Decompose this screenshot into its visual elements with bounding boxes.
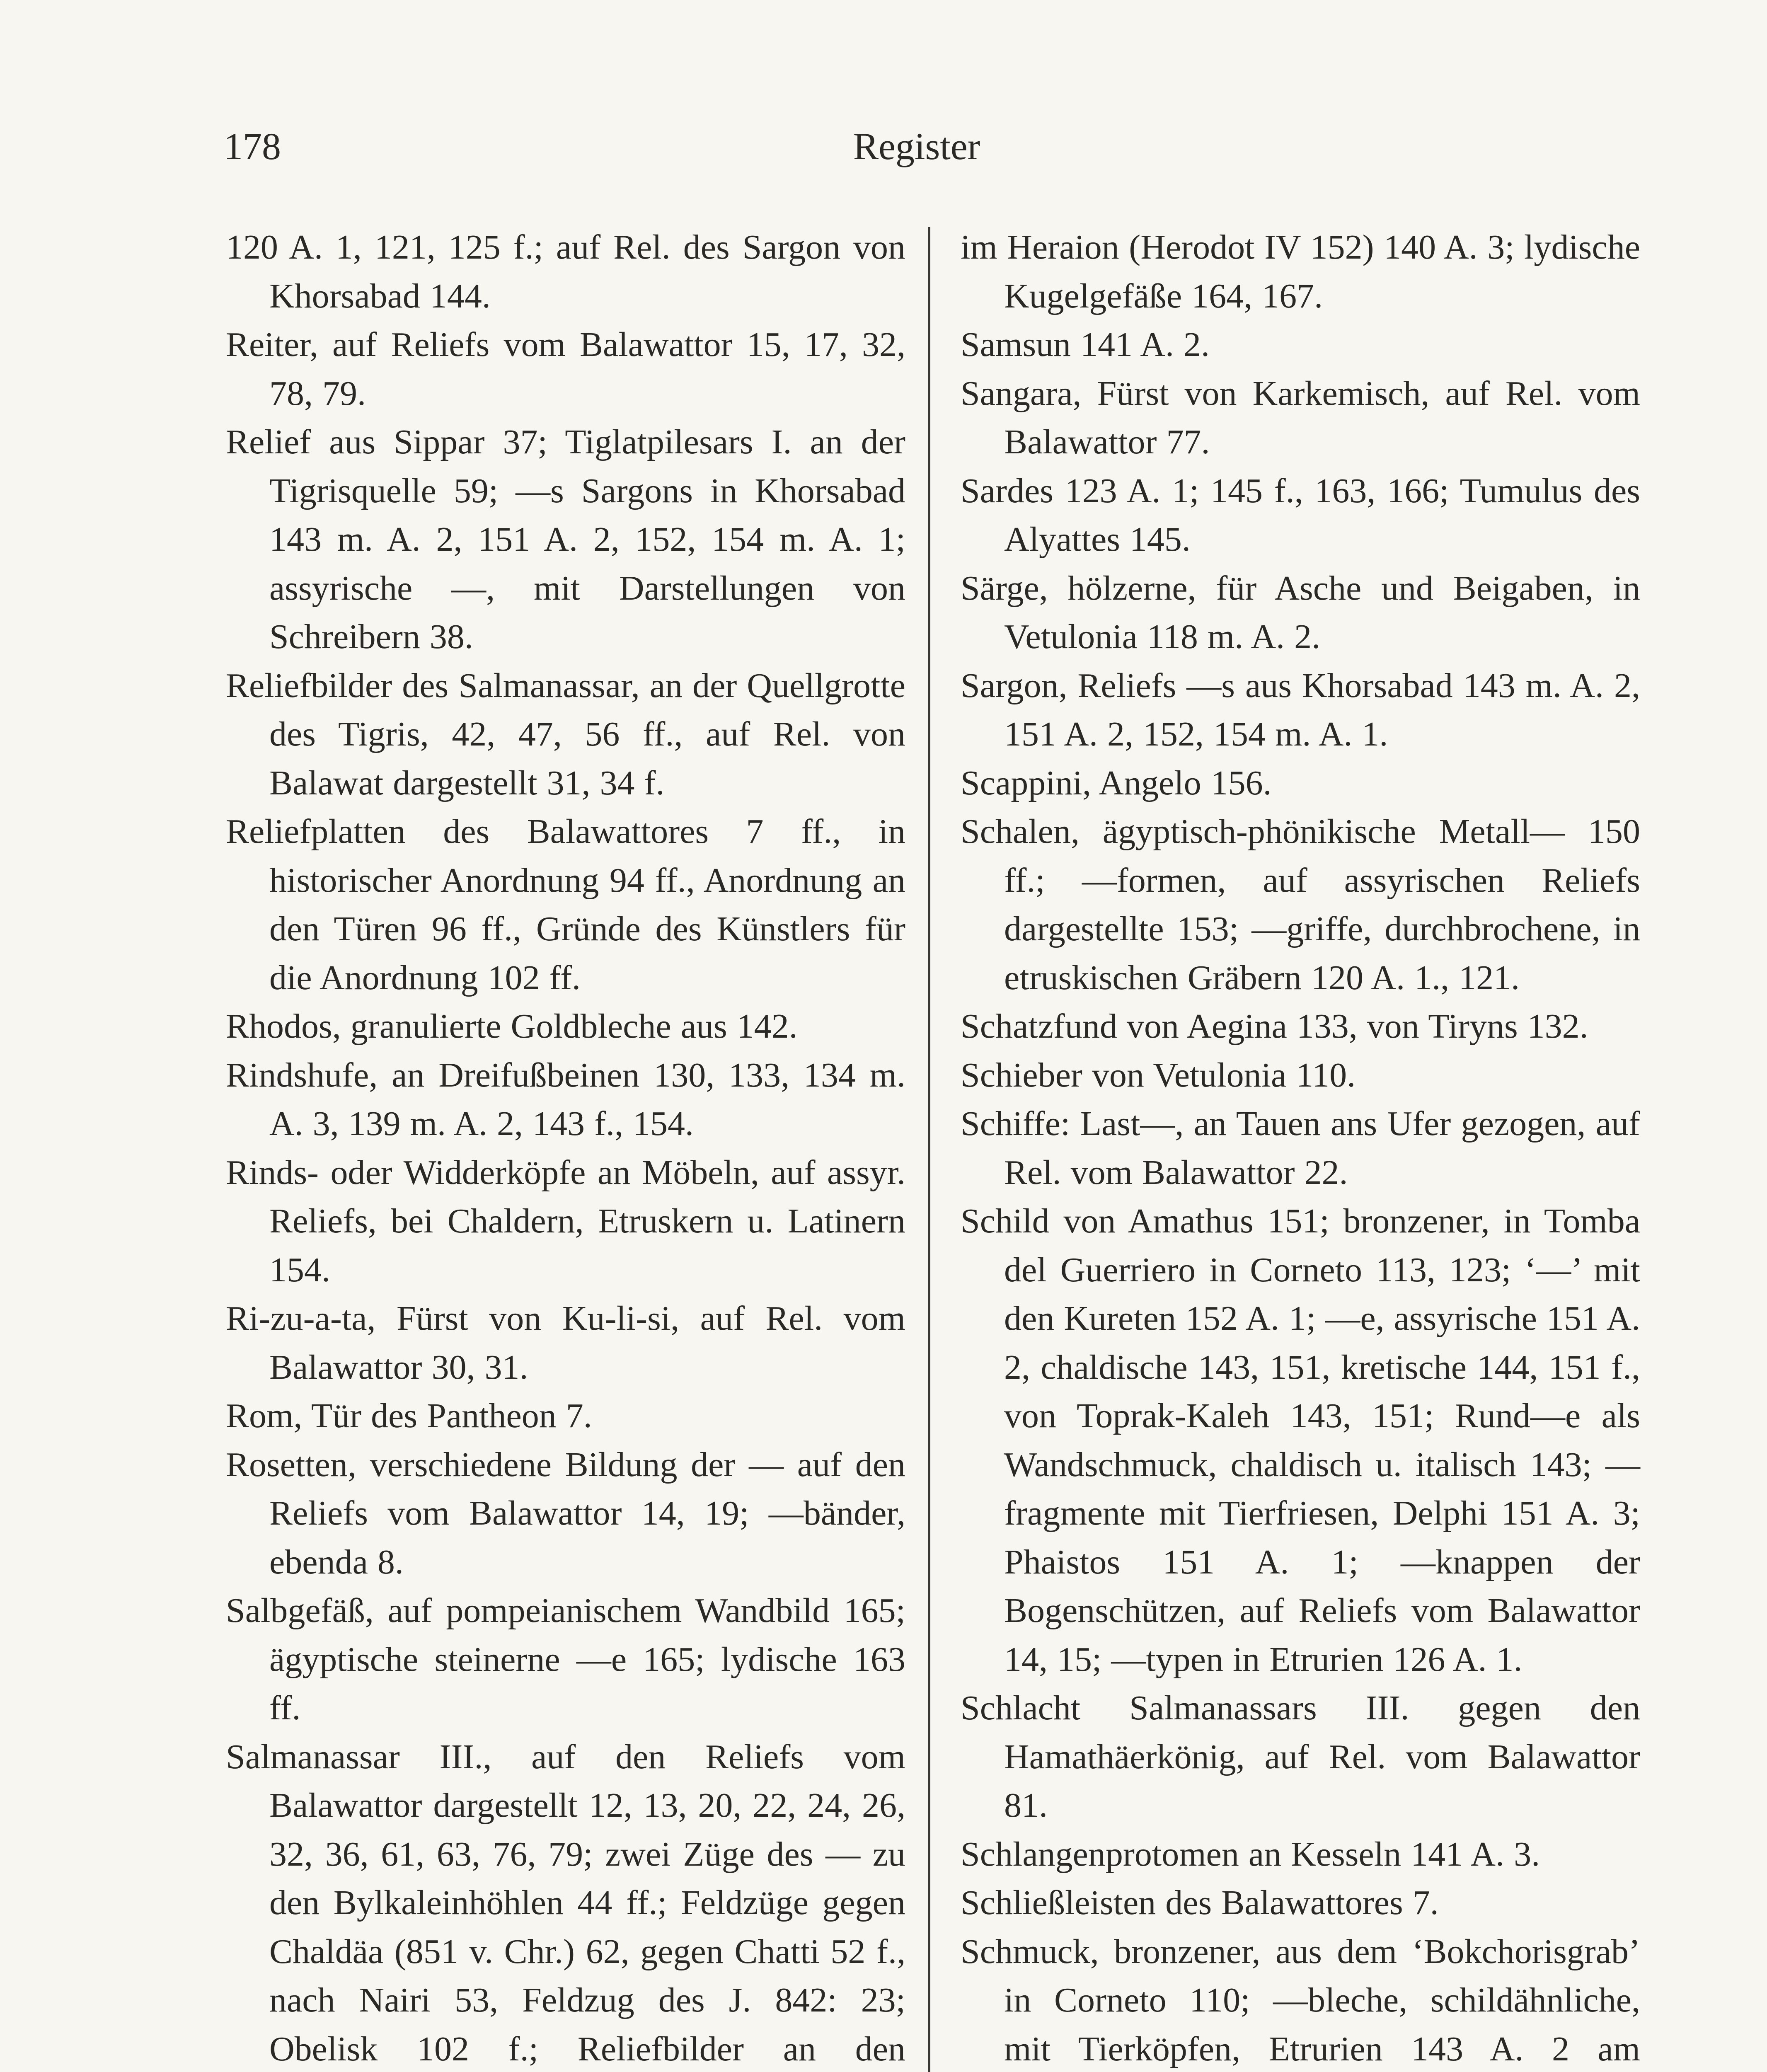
index-entry: Reliefbilder des Salmanassar, an der Quellgrotte des Tigris, 42, 47, 56 ff., auf Rel. von Balawat dargestellt 31, 34 f.: [226, 666, 905, 802]
index-entry: Schieber von Vetulonia 110.: [961, 1055, 1356, 1094]
right-column: [961, 223, 1640, 2072]
index-entry: Sargon, Reliefs —s aus Khorsabad 143 m. A. 2, 151 A. 2, 152, 154 m. A. 1.: [961, 666, 1640, 753]
index-entry: Rhodos, granulierte Goldbleche aus 142.: [226, 1007, 798, 1046]
index-entry: Samsun 141 A. 2.: [961, 325, 1210, 364]
index-entry: Schalen, ägyptisch-phönikische Metall— 150 ff.; —formen, auf assyrischen Reliefs dargestellte 153; —griffe, durchbrochene, in etruskischen Gräbern 120 A. 1., 121.: [961, 812, 1640, 997]
column-divider: [928, 227, 930, 2072]
index-entry: Schlacht Salmanassars III. gegen den Hamathäerkönig, auf Rel. vom Balawattor 81.: [961, 1689, 1640, 1825]
index-entry: Schließleisten des Balawattores 7.: [961, 1883, 1439, 1922]
index-entry: Schmuck, bronzener, aus dem ‘Bokchorisgrab’ in Corneto 110; —bleche, schildähnliche, mit Tierköpfen, Etrurien 143 A. 2 am: [961, 1932, 1640, 2068]
index-entry: Schild von Amathus 151; bronzener, in Tomba del Guerriero in Corneto 113, 123; ‘—’ mit den Kureten 152 A. 1; —e, assyrische 151 A. 2, chaldische 143, 151, kretische 144, 151 f., von Toprak-Kaleh 143, 151; Rund—e als Wandschmuck, chaldisch u. italisch 143; —fragmente mit Tierfriesen, Delphi 151 A. 3; Phaistos 151 A. 1; —knappen der Bogenschützen, auf Reliefs vom Balawattor 14, 15; —typen in Etrurien 126 A. 1.: [961, 1202, 1640, 1679]
left-column: [226, 223, 905, 2072]
index-entry: 120 A. 1, 121, 125 f.; auf Rel. des Sargon von Khorsabad 144.: [226, 228, 905, 315]
index-entry: Sangara, Fürst von Karkemisch, auf Rel. vom Balawattor 77.: [961, 374, 1640, 461]
index-entry: Reliefplatten des Balawattores 7 ff., in historischer Anordnung 94 ff., Anordnung an den Türen 96 ff., Gründe des Künstlers für die Anordnung 102 ff.: [226, 812, 905, 997]
index-entry: Rom, Tür des Pantheon 7.: [226, 1397, 592, 1435]
index-entry: Rosetten, verschiedene Bildung der — auf den Reliefs vom Balawattor 14, 19; —bänder, ebenda 8.: [226, 1445, 905, 1581]
index-entry: Rinds- oder Widderköpfe an Möbeln, auf assyr. Reliefs, bei Chaldern, Etruskern u. Latinern 154.: [226, 1153, 905, 1289]
page-number: 178: [224, 125, 281, 167]
index-entry: Salmanassar III., auf den Reliefs vom Balawattor dargestellt 12, 13, 20, 22, 24, 26, 32, 36, 61, 63, 76, 79; zwei Züge des — zu den Bylkaleinhöhlen 44 ff.; Feldzüge gegen Chaldäa (851 v. Chr.) 62, gegen Chatti 52 f., nach Nairi 53, Feldzug des J. 842: 23; Obelisk 102 f.; Reliefbilder an den: [226, 1737, 905, 2068]
index-entry: Salbgefäß, auf pompeianischem Wandbild 165; ägyptische steinerne —e 165; lydische 163 ff.: [226, 1591, 905, 1727]
index-entry: Ri-zu-a-ta, Fürst von Ku-li-si, auf Rel. vom Balawattor 30, 31.: [226, 1299, 905, 1387]
index-entry: Rindshufe, an Dreifußbeinen 130, 133, 134 m. A. 3, 139 m. A. 2, 143 f., 154.: [226, 1055, 905, 1143]
index-entry: Scappini, Angelo 156.: [961, 763, 1272, 802]
index-entry: Schlangenprotomen an Kesseln 141 A. 3.: [961, 1835, 1540, 1874]
running-head: Register: [853, 125, 980, 167]
index-entry: Särge, hölzerne, für Asche und Beigaben, in Vetulonia 118 m. A. 2.: [961, 569, 1640, 656]
index-entry: Sardes 123 A. 1; 145 f., 163, 166; Tumulus des Alyattes 145.: [961, 471, 1640, 559]
index-entry: Relief aus Sippar 37; Tiglatpilesars I. an der Tigrisquelle 59; —s Sargons in Khorsabad 143 m. A. 2, 151 A. 2, 152, 154 m. A. 1; assyrische —, mit Darstellungen von Schreibern 38.: [226, 423, 905, 656]
index-entry: Schiffe: Last—, an Tauen ans Ufer gezogen, auf Rel. vom Balawattor 22.: [961, 1104, 1640, 1192]
index-entry: Reiter, auf Reliefs vom Balawattor 15, 17, 32, 78, 79.: [226, 325, 905, 413]
index-entry: Schatzfund von Aegina 133, von Tiryns 132.: [961, 1007, 1588, 1046]
index-entry: im Heraion (Herodot IV 152) 140 A. 3; lydische Kugelgefäße 164, 167.: [961, 228, 1640, 315]
